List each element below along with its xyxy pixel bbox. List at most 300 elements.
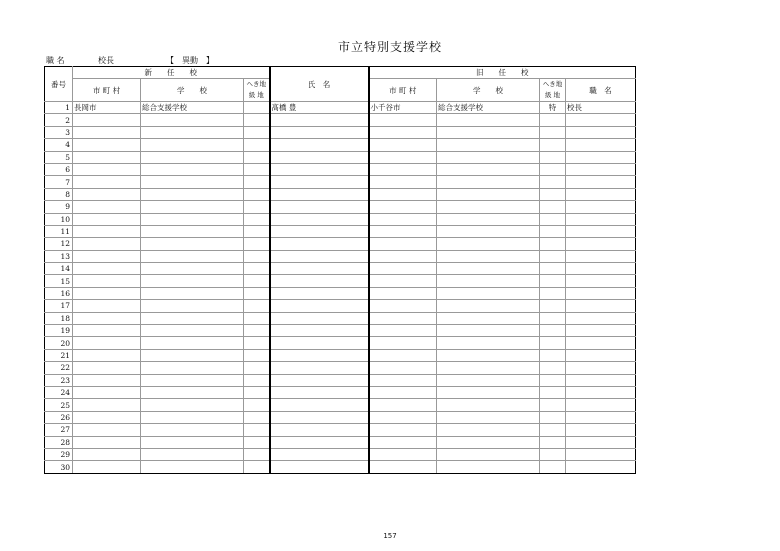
old-city-cell xyxy=(369,337,437,349)
old-school-cell xyxy=(437,163,540,175)
name-cell xyxy=(270,201,369,213)
old-remote-cell xyxy=(540,349,566,361)
old-city-cell xyxy=(369,176,437,188)
old-city-cell xyxy=(369,300,437,312)
old-school-cell xyxy=(437,238,540,250)
table-row xyxy=(45,188,636,200)
old-city-cell xyxy=(369,238,437,250)
position-cell xyxy=(566,201,636,213)
new-school-cell xyxy=(141,238,244,250)
new-school-cell xyxy=(141,163,244,175)
old-city-cell xyxy=(369,225,437,237)
new-school-cell xyxy=(141,213,244,225)
new-school-cell xyxy=(141,411,244,423)
row-number: 29 xyxy=(45,448,73,460)
new-remote-cell xyxy=(244,139,270,151)
position-cell xyxy=(566,461,636,473)
new-city-cell xyxy=(73,461,141,473)
position-cell xyxy=(566,188,636,200)
old-remote-cell xyxy=(540,287,566,299)
new-remote-cell xyxy=(244,263,270,275)
name-cell xyxy=(270,362,369,374)
new-school-cell xyxy=(141,151,244,163)
new-remote-cell xyxy=(244,225,270,237)
position-cell xyxy=(566,411,636,423)
header-old-city: 市 町 村 xyxy=(369,79,437,102)
old-city-cell xyxy=(369,349,437,361)
personnel-table xyxy=(44,66,636,474)
new-remote-cell xyxy=(244,114,270,126)
table-row xyxy=(45,238,636,250)
old-school-cell xyxy=(437,374,540,386)
table-row xyxy=(45,448,636,460)
position-cell xyxy=(566,424,636,436)
old-city-cell xyxy=(369,263,437,275)
old-city-cell xyxy=(369,399,437,411)
name-cell xyxy=(270,325,369,337)
position-cell xyxy=(566,250,636,262)
old-city-cell xyxy=(369,411,437,423)
new-remote-cell xyxy=(244,424,270,436)
new-city-cell xyxy=(73,114,141,126)
table-row xyxy=(45,312,636,324)
header-position: 職 名 xyxy=(566,79,636,102)
old-remote-cell xyxy=(540,399,566,411)
row-number: 10 xyxy=(45,213,73,225)
position-cell xyxy=(566,126,636,138)
post-label: 職 名 xyxy=(46,56,65,65)
table-row xyxy=(45,176,636,188)
old-school-cell xyxy=(437,386,540,398)
new-city-cell xyxy=(73,325,141,337)
new-remote-cell xyxy=(244,448,270,460)
old-school-cell xyxy=(437,188,540,200)
name-cell xyxy=(270,238,369,250)
row-number: 25 xyxy=(45,399,73,411)
old-remote-cell xyxy=(540,312,566,324)
old-school-cell xyxy=(437,263,540,275)
old-city-cell xyxy=(369,163,437,175)
row-number: 27 xyxy=(45,424,73,436)
old-city-cell xyxy=(369,374,437,386)
new-city-cell xyxy=(73,312,141,324)
old-school-cell xyxy=(437,424,540,436)
row-number: 6 xyxy=(45,163,73,175)
table-row xyxy=(45,436,636,448)
row-number: 5 xyxy=(45,151,73,163)
new-city-cell xyxy=(73,263,141,275)
row-number: 12 xyxy=(45,238,73,250)
old-remote-cell xyxy=(540,436,566,448)
old-remote-cell xyxy=(540,126,566,138)
old-school-cell xyxy=(437,300,540,312)
new-city-cell xyxy=(73,163,141,175)
name-cell xyxy=(270,188,369,200)
row-number: 21 xyxy=(45,349,73,361)
row-number: 30 xyxy=(45,461,73,473)
row-number: 16 xyxy=(45,287,73,299)
header-new-city: 市 町 村 xyxy=(73,79,141,102)
new-remote-cell xyxy=(244,436,270,448)
position-cell xyxy=(566,263,636,275)
position-cell xyxy=(566,386,636,398)
new-city-cell xyxy=(73,213,141,225)
table-row xyxy=(45,126,636,138)
old-remote-cell xyxy=(540,325,566,337)
old-city-cell xyxy=(369,139,437,151)
new-school-cell xyxy=(141,225,244,237)
old-remote-cell xyxy=(540,114,566,126)
old-city-cell xyxy=(369,312,437,324)
page-title: 市立特別支援学校 xyxy=(337,40,442,54)
old-remote-cell xyxy=(540,213,566,225)
table-row xyxy=(45,275,636,287)
position-cell xyxy=(566,325,636,337)
old-remote-cell xyxy=(540,201,566,213)
old-remote-cell xyxy=(540,250,566,262)
old-school-cell xyxy=(437,411,540,423)
row-number: 24 xyxy=(45,386,73,398)
name-cell xyxy=(270,114,369,126)
name-cell: 髙橋 豊 xyxy=(270,102,369,114)
new-school-cell xyxy=(141,275,244,287)
row-number: 11 xyxy=(45,225,73,237)
table-row xyxy=(45,374,636,386)
new-school-cell xyxy=(141,448,244,460)
position-cell xyxy=(566,163,636,175)
name-cell xyxy=(270,225,369,237)
name-cell xyxy=(270,374,369,386)
new-school-cell xyxy=(141,386,244,398)
row-number: 13 xyxy=(45,250,73,262)
new-remote-cell xyxy=(244,312,270,324)
old-city-cell xyxy=(369,325,437,337)
name-cell xyxy=(270,337,369,349)
old-city-cell xyxy=(369,213,437,225)
name-cell xyxy=(270,312,369,324)
new-remote-cell xyxy=(244,287,270,299)
position-cell xyxy=(566,399,636,411)
old-remote-cell xyxy=(540,238,566,250)
new-school-cell xyxy=(141,399,244,411)
table-row xyxy=(45,114,636,126)
new-city-cell xyxy=(73,349,141,361)
header-new-school: 新 任 校 xyxy=(73,67,270,79)
name-cell xyxy=(270,287,369,299)
old-school-cell xyxy=(437,337,540,349)
old-school-cell xyxy=(437,448,540,460)
new-city-cell xyxy=(73,386,141,398)
old-city-cell xyxy=(369,461,437,473)
old-city-cell xyxy=(369,275,437,287)
old-school-cell xyxy=(437,213,540,225)
new-remote-cell xyxy=(244,411,270,423)
new-city-cell xyxy=(73,411,141,423)
old-school-cell xyxy=(437,176,540,188)
old-remote-cell xyxy=(540,386,566,398)
page-number: 157 xyxy=(383,532,397,540)
new-school-cell xyxy=(141,374,244,386)
new-school-cell xyxy=(141,250,244,262)
header-number: 番号 xyxy=(45,67,73,102)
new-school-cell xyxy=(141,325,244,337)
old-school-cell xyxy=(437,114,540,126)
row-number: 22 xyxy=(45,362,73,374)
row-number: 23 xyxy=(45,374,73,386)
old-school-cell xyxy=(437,349,540,361)
old-city-cell xyxy=(369,188,437,200)
position-cell xyxy=(566,300,636,312)
old-city-cell xyxy=(369,126,437,138)
position-cell xyxy=(566,176,636,188)
old-remote-cell xyxy=(540,139,566,151)
row-number: 26 xyxy=(45,411,73,423)
new-school-cell xyxy=(141,114,244,126)
name-cell xyxy=(270,250,369,262)
change-type: 【 異動 】 xyxy=(166,56,214,65)
position-cell xyxy=(566,151,636,163)
old-remote-cell xyxy=(540,374,566,386)
old-city-cell xyxy=(369,448,437,460)
row-number: 8 xyxy=(45,188,73,200)
header-old-remote-area: へき地 級 地 xyxy=(540,79,566,102)
header-old-school: 旧 任 校 xyxy=(369,67,636,79)
old-city-cell xyxy=(369,436,437,448)
new-remote-cell xyxy=(244,300,270,312)
old-city-cell xyxy=(369,151,437,163)
new-school-cell xyxy=(141,176,244,188)
name-cell xyxy=(270,436,369,448)
table-row xyxy=(45,411,636,423)
new-remote-cell xyxy=(244,213,270,225)
name-cell xyxy=(270,163,369,175)
new-remote-cell xyxy=(244,151,270,163)
table-row xyxy=(45,102,636,114)
new-city-cell xyxy=(73,287,141,299)
old-remote-cell xyxy=(540,362,566,374)
post-value: 校長 xyxy=(98,56,114,65)
row-number: 19 xyxy=(45,325,73,337)
new-school-cell xyxy=(141,126,244,138)
table-row xyxy=(45,362,636,374)
table-row xyxy=(45,225,636,237)
row-number: 3 xyxy=(45,126,73,138)
header-new-school-name: 学 校 xyxy=(141,79,244,102)
old-school-cell xyxy=(437,139,540,151)
position-cell xyxy=(566,225,636,237)
old-school-cell xyxy=(437,250,540,262)
position-cell xyxy=(566,362,636,374)
new-remote-cell xyxy=(244,102,270,114)
new-city-cell xyxy=(73,238,141,250)
new-city-cell xyxy=(73,300,141,312)
new-remote-cell xyxy=(244,349,270,361)
new-school-cell xyxy=(141,337,244,349)
old-city-cell xyxy=(369,250,437,262)
position-cell xyxy=(566,337,636,349)
old-school-cell xyxy=(437,201,540,213)
old-school-cell: 総合支援学校 xyxy=(437,102,540,114)
header-old-school-name: 学 校 xyxy=(437,79,540,102)
old-remote-cell xyxy=(540,448,566,460)
new-remote-cell xyxy=(244,250,270,262)
new-remote-cell xyxy=(244,399,270,411)
old-school-cell xyxy=(437,436,540,448)
old-school-cell xyxy=(437,325,540,337)
old-city-cell: 小千谷市 xyxy=(369,102,437,114)
row-number: 2 xyxy=(45,114,73,126)
position-cell xyxy=(566,238,636,250)
new-remote-cell xyxy=(244,362,270,374)
new-remote-cell xyxy=(244,238,270,250)
new-school-cell xyxy=(141,461,244,473)
name-cell xyxy=(270,213,369,225)
new-city-cell: 長岡市 xyxy=(73,102,141,114)
name-cell xyxy=(270,386,369,398)
old-remote-cell xyxy=(540,411,566,423)
old-school-cell xyxy=(437,362,540,374)
old-school-cell xyxy=(437,399,540,411)
table-row xyxy=(45,325,636,337)
new-remote-cell xyxy=(244,386,270,398)
position-cell xyxy=(566,312,636,324)
table-row xyxy=(45,461,636,473)
old-remote-cell: 特 xyxy=(540,102,566,114)
name-cell xyxy=(270,275,369,287)
new-remote-cell xyxy=(244,201,270,213)
old-school-cell xyxy=(437,151,540,163)
name-cell xyxy=(270,424,369,436)
new-city-cell xyxy=(73,188,141,200)
table-row xyxy=(45,263,636,275)
new-city-cell xyxy=(73,436,141,448)
table-body xyxy=(45,102,636,474)
old-remote-cell xyxy=(540,300,566,312)
table-row xyxy=(45,399,636,411)
old-remote-cell xyxy=(540,188,566,200)
new-city-cell xyxy=(73,201,141,213)
new-city-cell xyxy=(73,139,141,151)
old-remote-cell xyxy=(540,163,566,175)
position-cell xyxy=(566,114,636,126)
new-school-cell: 総合支援学校 xyxy=(141,102,244,114)
position-cell xyxy=(566,139,636,151)
row-number: 17 xyxy=(45,300,73,312)
position-cell xyxy=(566,275,636,287)
old-remote-cell xyxy=(540,263,566,275)
new-city-cell xyxy=(73,424,141,436)
old-remote-cell xyxy=(540,337,566,349)
old-remote-cell xyxy=(540,424,566,436)
row-number: 28 xyxy=(45,436,73,448)
new-city-cell xyxy=(73,151,141,163)
row-number: 15 xyxy=(45,275,73,287)
row-number: 1 xyxy=(45,102,73,114)
new-school-cell xyxy=(141,436,244,448)
table-row xyxy=(45,151,636,163)
table-row xyxy=(45,349,636,361)
name-cell xyxy=(270,176,369,188)
new-school-cell xyxy=(141,349,244,361)
name-cell xyxy=(270,349,369,361)
old-school-cell xyxy=(437,312,540,324)
old-remote-cell xyxy=(540,176,566,188)
row-number: 9 xyxy=(45,201,73,213)
old-remote-cell xyxy=(540,151,566,163)
name-cell xyxy=(270,300,369,312)
name-cell xyxy=(270,126,369,138)
new-remote-cell xyxy=(244,337,270,349)
old-city-cell xyxy=(369,287,437,299)
new-city-cell xyxy=(73,275,141,287)
new-school-cell xyxy=(141,188,244,200)
new-school-cell xyxy=(141,362,244,374)
position-cell xyxy=(566,213,636,225)
new-school-cell xyxy=(141,300,244,312)
new-school-cell xyxy=(141,201,244,213)
row-number: 20 xyxy=(45,337,73,349)
name-cell xyxy=(270,399,369,411)
name-cell xyxy=(270,263,369,275)
position-cell xyxy=(566,436,636,448)
name-cell xyxy=(270,461,369,473)
position-cell xyxy=(566,374,636,386)
row-number: 4 xyxy=(45,139,73,151)
old-city-cell xyxy=(369,114,437,126)
new-school-cell xyxy=(141,287,244,299)
table-row xyxy=(45,250,636,262)
new-school-cell xyxy=(141,263,244,275)
table-row xyxy=(45,163,636,175)
old-city-cell xyxy=(369,424,437,436)
old-city-cell xyxy=(369,362,437,374)
old-school-cell xyxy=(437,287,540,299)
old-remote-cell xyxy=(540,461,566,473)
old-school-cell xyxy=(437,126,540,138)
new-city-cell xyxy=(73,126,141,138)
new-remote-cell xyxy=(244,461,270,473)
new-remote-cell xyxy=(244,163,270,175)
name-cell xyxy=(270,411,369,423)
table-row xyxy=(45,424,636,436)
name-cell xyxy=(270,139,369,151)
new-city-cell xyxy=(73,176,141,188)
name-cell xyxy=(270,448,369,460)
row-number: 14 xyxy=(45,263,73,275)
table-row xyxy=(45,337,636,349)
new-city-cell xyxy=(73,362,141,374)
header-name: 氏 名 xyxy=(270,67,369,102)
table-row xyxy=(45,287,636,299)
new-school-cell xyxy=(141,424,244,436)
position-cell xyxy=(566,448,636,460)
new-remote-cell xyxy=(244,374,270,386)
new-school-cell xyxy=(141,312,244,324)
table-row xyxy=(45,386,636,398)
new-remote-cell xyxy=(244,176,270,188)
new-remote-cell xyxy=(244,325,270,337)
new-city-cell xyxy=(73,448,141,460)
new-remote-cell xyxy=(244,188,270,200)
new-city-cell xyxy=(73,399,141,411)
row-number: 18 xyxy=(45,312,73,324)
table-row xyxy=(45,201,636,213)
row-number: 7 xyxy=(45,176,73,188)
new-city-cell xyxy=(73,225,141,237)
table-row xyxy=(45,213,636,225)
old-remote-cell xyxy=(540,275,566,287)
new-school-cell xyxy=(141,139,244,151)
